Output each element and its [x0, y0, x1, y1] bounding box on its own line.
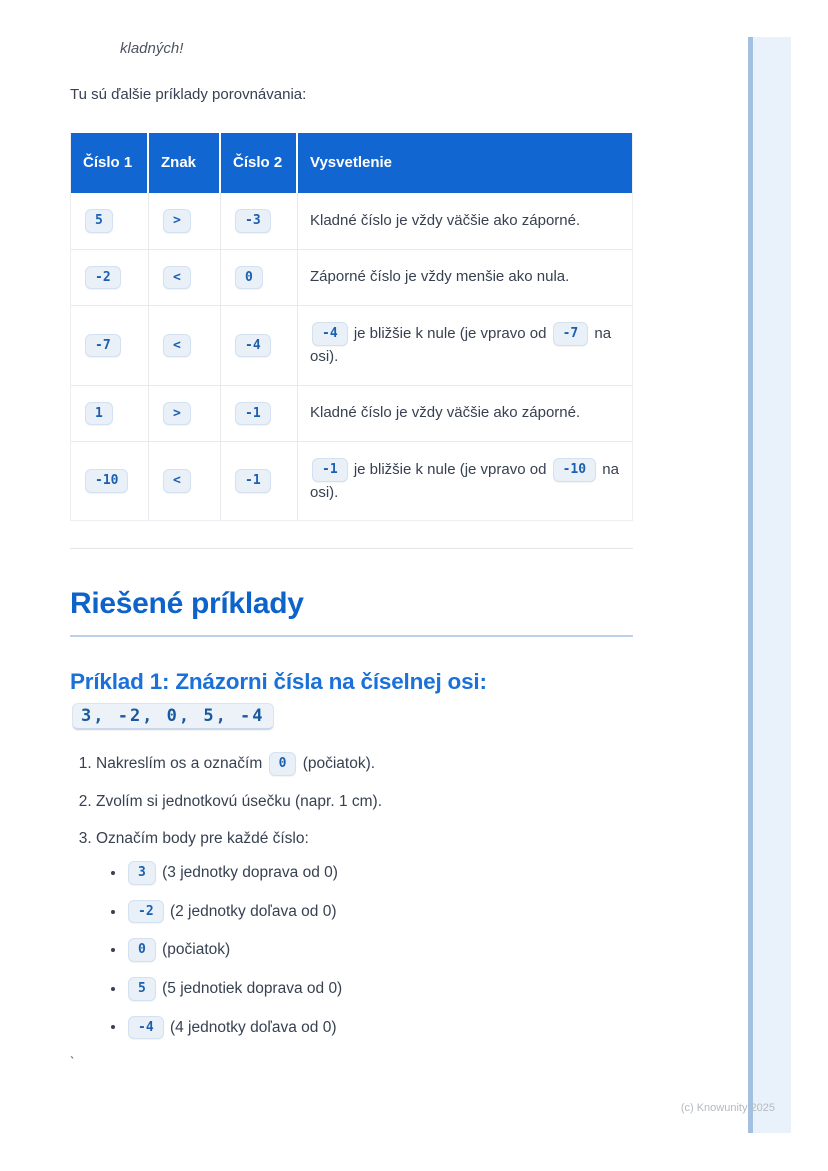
- comparison-table-body: [71, 193, 632, 520]
- cell-sign: [149, 386, 221, 443]
- inline-code-chip: -1: [235, 469, 271, 493]
- inline-code-chip: -4: [235, 334, 271, 358]
- cell-number-2: [221, 386, 298, 443]
- number-points-list: [96, 861, 633, 1039]
- footer-copyright: (c) Knowunity 2025: [680, 1102, 775, 1114]
- comparison-table: [70, 133, 633, 521]
- table-row: [71, 250, 632, 307]
- number-point-item: • 5 (5 jednotiek doprava od 0): [126, 977, 633, 1001]
- inline-code-chip: -2: [85, 266, 121, 290]
- column-header-znak: Znak: [149, 133, 221, 193]
- callout-note-text: kladných!: [120, 40, 184, 57]
- step-item: 2. Zvolím si jednotkovú úsečku (napr. 1 cm).: [96, 791, 633, 813]
- cell-explanation: Kladné číslo je vždy väčšie ako záporné.: [298, 193, 632, 250]
- cell-number-1: [71, 193, 149, 250]
- table-row: [71, 442, 632, 520]
- cell-explanation: -1 je bližšie k nule (je vpravo od -10 na osi).: [298, 442, 632, 520]
- inline-code-chip: -7: [85, 334, 121, 358]
- number-point-item: • 0 (počiatok): [126, 938, 633, 962]
- table-row: [71, 306, 632, 385]
- cell-number-2: [221, 306, 298, 385]
- document-page: [70, 0, 633, 1069]
- inline-code-chip: 5: [128, 977, 156, 1001]
- inline-code-chip: >: [163, 402, 191, 426]
- steps-list: [70, 752, 633, 1039]
- inline-code-chip: -4: [128, 1016, 164, 1040]
- inline-code-chip: <: [163, 469, 191, 493]
- inline-code-chip: 5: [85, 209, 113, 233]
- inline-code-chip: -3: [235, 209, 271, 233]
- table-row: [71, 193, 632, 250]
- step-item: 3. Označím body pre každé číslo: • 3 (3 jednotky doprava od 0) • -2 (2 jednotky doľava od 0) • 0 (počiatok) • 5 (5 jednotiek doprava od 0) • -4 (4 jednotky doľava od 0): [96, 828, 633, 1040]
- cell-sign: [149, 250, 221, 307]
- inline-code-chip: -1: [235, 402, 271, 426]
- page-edge-strip: [748, 37, 791, 1133]
- cell-number-1: [71, 306, 149, 385]
- table-header-row: [71, 133, 632, 193]
- section-divider: [70, 548, 633, 549]
- cell-explanation: Záporné číslo je vždy menšie ako nula.: [298, 250, 632, 307]
- column-header-cislo-2: Číslo 2: [221, 133, 298, 193]
- inline-code-chip: -4: [312, 322, 348, 346]
- cell-number-1: [71, 250, 149, 307]
- inline-code-chip: -7: [553, 322, 589, 346]
- inline-code-chip: 0: [269, 752, 297, 776]
- cell-explanation: -4 je bližšie k nule (je vpravo od -7 na osi).: [298, 306, 632, 385]
- cell-number-2: [221, 442, 298, 520]
- stray-backtick: `: [70, 1054, 75, 1070]
- number-point-item: • 3 (3 jednotky doprava od 0): [126, 861, 633, 885]
- table-row: [71, 386, 632, 443]
- inline-code-chip: 3: [128, 861, 156, 885]
- inline-code-chip: <: [163, 266, 191, 290]
- inline-code-chip: -10: [85, 469, 128, 493]
- cell-number-2: [221, 193, 298, 250]
- example-1-heading: Príklad 1: Znázorni čísla na číselnej osi: 3, -2, 0, 5, -4: [70, 665, 633, 733]
- section-heading-riesene-priklady: Riešené príklady: [70, 587, 633, 637]
- column-header-cislo-1: Číslo 1: [71, 133, 149, 193]
- inline-code-chip: 0: [128, 938, 156, 962]
- inline-code-chip: 1: [85, 402, 113, 426]
- inline-code-chip: <: [163, 334, 191, 358]
- inline-code-chip: -10: [553, 458, 596, 482]
- cell-number-2: [221, 250, 298, 307]
- comparison-table-head: [71, 133, 632, 193]
- cell-sign: [149, 442, 221, 520]
- cell-explanation: Kladné číslo je vždy väčšie ako záporné.: [298, 386, 632, 443]
- number-point-item: • -4 (4 jednotky doľava od 0): [126, 1016, 633, 1040]
- cell-number-1: [71, 386, 149, 443]
- inline-code-chip: >: [163, 209, 191, 233]
- inline-code-chip: -1: [312, 458, 348, 482]
- intro-paragraph: Tu sú ďalšie príklady porovnávania:: [70, 86, 307, 103]
- inline-code-chip: 3, -2, 0, 5, -4: [72, 703, 274, 730]
- cell-sign: [149, 193, 221, 250]
- cell-sign: [149, 306, 221, 385]
- column-header-vysvetlenie: Vysvetlenie: [298, 133, 632, 193]
- step-item: 1. Nakreslím os a označím 0 (počiatok).: [96, 752, 633, 776]
- inline-code-chip: 0: [235, 266, 263, 290]
- inline-code-chip: -2: [128, 900, 164, 924]
- number-point-item: • -2 (2 jednotky doľava od 0): [126, 900, 633, 924]
- cell-number-1: [71, 442, 149, 520]
